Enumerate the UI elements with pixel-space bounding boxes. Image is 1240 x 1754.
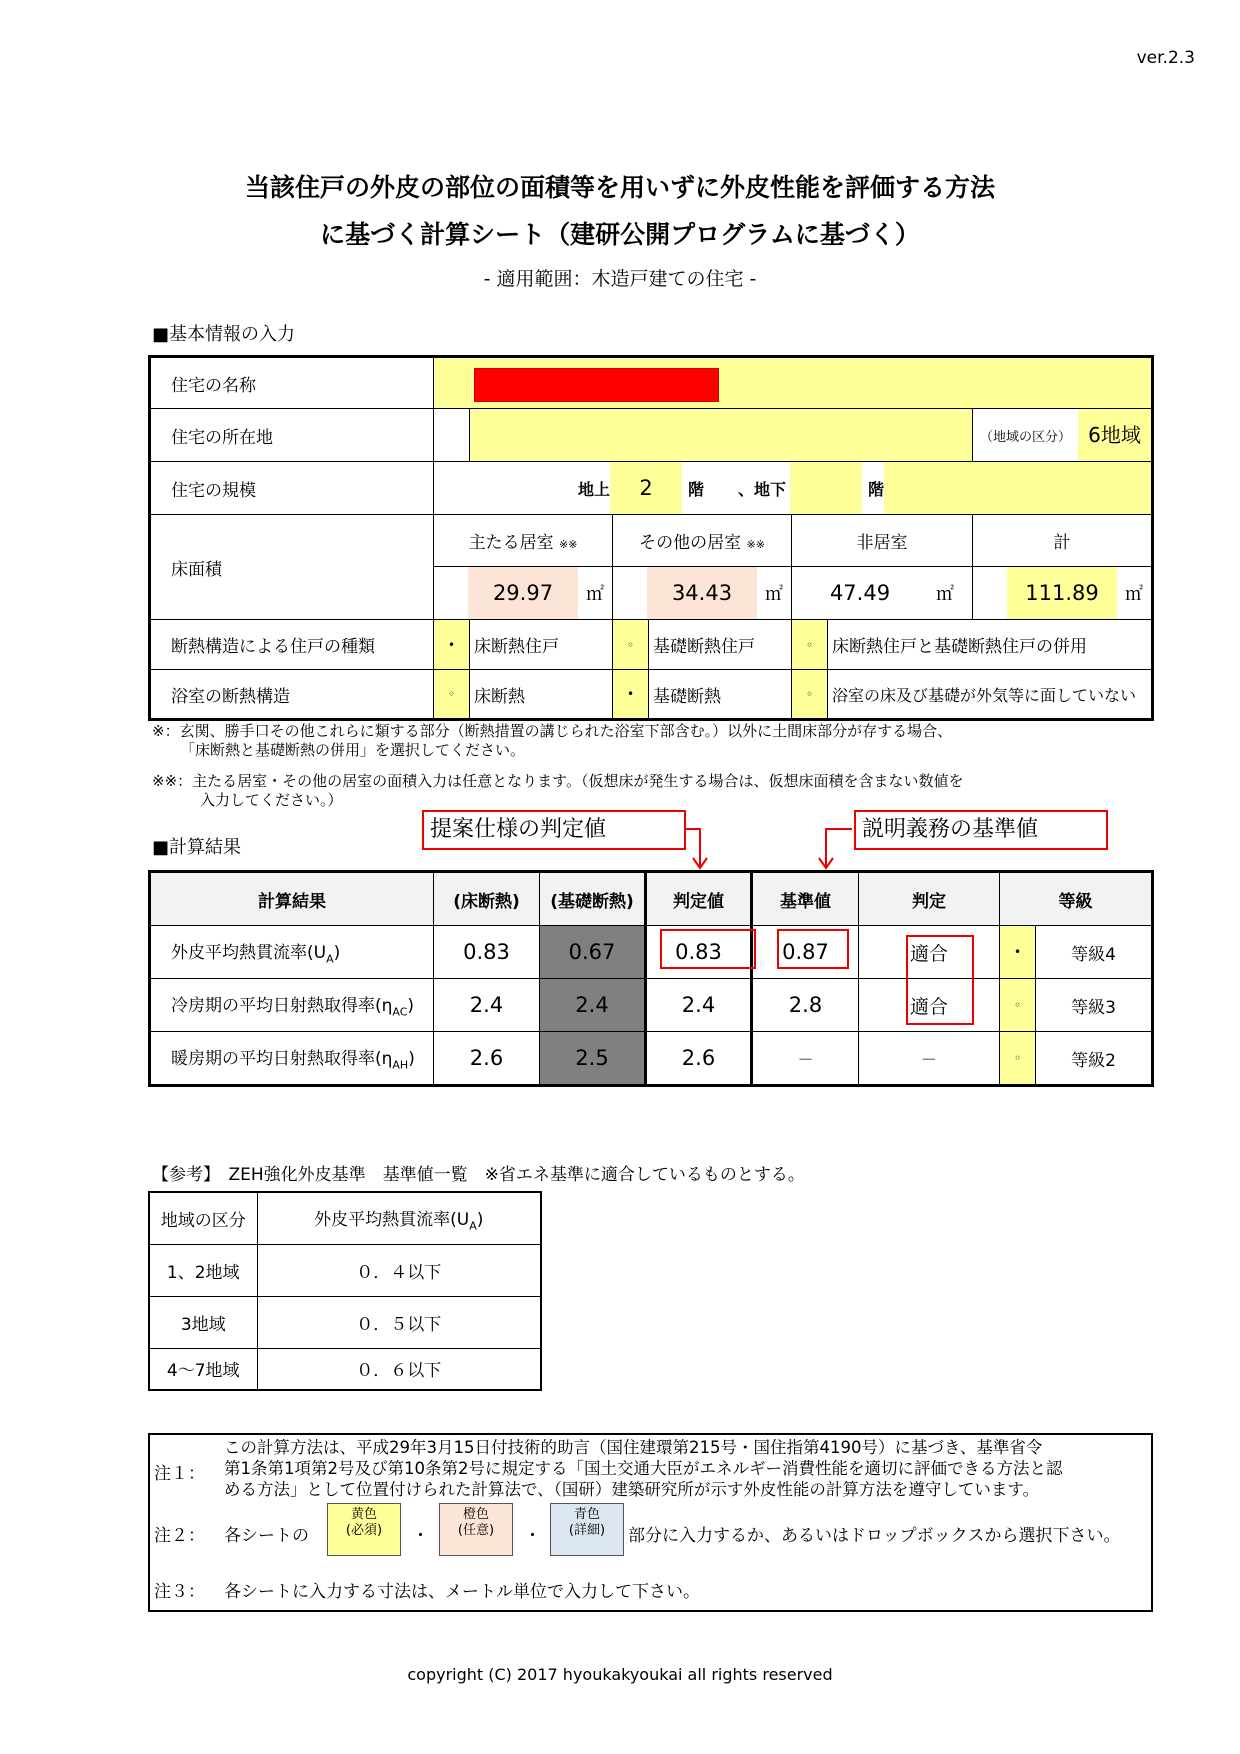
below-ground-label: 、地下 — [738, 479, 787, 499]
subtitle: - 適用範囲：木造戸建ての住宅 - — [483, 268, 757, 290]
arrow-proposal — [684, 829, 700, 866]
highlight-judge-result — [906, 935, 974, 1025]
highlight-judge-value — [660, 929, 756, 969]
result-floor-eta-ah: 2.6 — [434, 1032, 540, 1086]
note3-text: 各シートに入力する寸法は、メートル単位で入力して下さい。 — [224, 1582, 700, 1602]
chip-blue-detail: 青色 (詳細) — [550, 1503, 624, 1556]
results-table — [148, 870, 1154, 1087]
table-row — [150, 1032, 1153, 1086]
insulation-type-label: 断熱構造による住戸の種類 — [150, 620, 434, 670]
note1-label: 注１： — [154, 1464, 205, 1484]
note-1-line-1: ※：玄関、勝手口その他これらに類する部分（断熱措置の講じられた浴室下部含む。）以外に土間床部分が存する場合、 — [152, 722, 953, 740]
reference-region: 1、2地域 — [149, 1244, 257, 1296]
non-room-area-value: 47.49 — [829, 581, 891, 605]
grade-label-4: 等級4 — [1036, 926, 1153, 979]
table-row — [149, 1244, 541, 1296]
results-header-label: 計算結果 — [150, 872, 434, 926]
type-option-1-label: 床断熱住戸 — [470, 620, 613, 670]
other-room-area-input[interactable]: 34.43 — [647, 567, 757, 619]
reference-region: 3地域 — [149, 1296, 257, 1348]
bath-option-1-label: 床断熱 — [470, 670, 613, 720]
title-line-2: に基づく計算シート（建研公開プログラムに基づく） — [320, 220, 920, 249]
area-unit: ㎡ — [936, 584, 954, 605]
section-calc-heading: ■計算結果 — [152, 837, 242, 858]
area-unit: ㎡ — [1125, 584, 1143, 605]
grade-radio-3[interactable]: ◦ — [1000, 979, 1036, 1032]
area-unit: ㎡ — [765, 584, 783, 605]
main-room-area-input[interactable]: 29.97 — [468, 567, 578, 619]
result-label-ua: 外皮平均熱貫流率$(U_A)$ — [150, 926, 434, 979]
grade-radio-2[interactable]: ◦ — [1000, 1032, 1036, 1086]
grade-label-2: 等級2 — [1036, 1032, 1153, 1086]
result-label-eta-ac: 冷房期の平均日射熱取得率$(\eta_{AC})$ — [150, 979, 434, 1032]
name-label: 住宅の名称 — [150, 357, 434, 409]
note2-prefix: 各シートの — [224, 1526, 309, 1546]
version-label: ver.2.3 — [1136, 48, 1195, 68]
grade-radio-4[interactable]: • — [1000, 926, 1036, 979]
result-standard-eta-ac: 2.8 — [752, 979, 859, 1032]
result-standard-eta-ah: － — [752, 1032, 859, 1086]
note-1-line-2: 「床断熱と基礎断熱の併用」を選択してください。 — [180, 741, 526, 759]
floor-unit-above: 階 — [688, 479, 705, 499]
region-label: （地域の区分） — [979, 429, 1071, 445]
grade-label-3: 等級3 — [1036, 979, 1153, 1032]
bath-option-1-radio[interactable]: ◦ — [434, 670, 470, 720]
bath-option-2-label: 基礎断熱 — [649, 670, 792, 720]
result-judge-eta-ac: 適合 — [859, 979, 1000, 1032]
annotation-standard: 説明義務の基準値 — [854, 810, 1108, 850]
result-judge-ua: 適合 — [859, 926, 1000, 979]
type-option-2-label: 基礎断熱住戸 — [649, 620, 792, 670]
result-judge-value-eta-ac: 2.4 — [646, 979, 752, 1032]
floor-area-label: 床面積 — [150, 515, 434, 620]
floor-unit-below: 階 — [868, 479, 885, 499]
reference-value: ０．４以下 — [257, 1244, 541, 1296]
results-header-grade: 等級 — [1000, 872, 1153, 926]
chip-separator: ・ — [412, 1526, 429, 1546]
bath-option-2-radio[interactable]: • — [613, 670, 649, 720]
type-option-1-radio[interactable]: • — [434, 620, 470, 670]
note-2-line-1: ※※：主たる居室・その他の居室の面積入力は任意となります。（仮想床が発生する場合は、仮想床面積を含まない数値を — [152, 772, 964, 790]
bath-option-3-label: 浴室の床及び基礎が外気等に面していない — [828, 670, 1153, 720]
note2-label: 注２： — [154, 1526, 205, 1546]
note2-suffix: 部分に入力するか、あるいはドロップボックスから選択下さい。 — [628, 1526, 1121, 1546]
section-basic-heading: ■基本情報の入力 — [152, 324, 296, 345]
total-area-value: 111.89 — [1007, 567, 1117, 619]
bath-option-3-radio[interactable]: ◦ — [792, 670, 828, 720]
result-base-eta-ac: 2.4 — [540, 979, 646, 1032]
note3-label: 注３： — [154, 1582, 205, 1602]
bath-insulation-label: 浴室の断熱構造 — [150, 670, 434, 720]
result-label-eta-ah: 暖房期の平均日射熱取得率$(\eta_{AH})$ — [150, 1032, 434, 1086]
reference-heading: 【参考】 ZEH強化外皮基準 基準値一覧 ※省エネ基準に適合しているものとする。 — [152, 1165, 805, 1185]
result-base-eta-ah: 2.5 — [540, 1032, 646, 1086]
reference-col-region: 地域の区分 — [149, 1192, 257, 1244]
title-line-1: 当該住戸の外皮の部位の面積等を用いずに外皮性能を評価する方法 — [244, 173, 995, 202]
type-option-3-radio[interactable]: ◦ — [792, 620, 828, 670]
reference-value: ０．５以下 — [257, 1296, 541, 1348]
result-base-ua: 0.67 — [540, 926, 646, 979]
result-judge-value-ua: 0.83 — [646, 926, 752, 979]
note-2-line-2: 入力してください。） — [200, 791, 343, 809]
above-ground-label: 地上 — [577, 479, 610, 499]
non-room-header: 非居室 — [792, 515, 973, 567]
total-header: 計 — [973, 515, 1153, 567]
result-judge-value-eta-ah: 2.6 — [646, 1032, 752, 1086]
results-header-judge: 判定 — [859, 872, 1000, 926]
scale-label: 住宅の規模 — [150, 462, 434, 515]
results-header-floor: (床断熱) — [434, 872, 540, 926]
area-unit: ㎡ — [586, 584, 604, 605]
table-row — [149, 1348, 541, 1390]
reference-col-ua: 外皮平均熱貫流率$(U_A)$ — [257, 1192, 541, 1244]
main-room-header: 主たる居室 ※※ — [434, 515, 613, 567]
type-option-2-radio[interactable]: ◦ — [613, 620, 649, 670]
result-floor-eta-ac: 2.4 — [434, 979, 540, 1032]
result-judge-eta-ah: － — [859, 1032, 1000, 1086]
result-floor-ua: 0.83 — [434, 926, 540, 979]
arrow-standard — [826, 829, 852, 866]
chip-yellow-required: 黄色 (必須) — [327, 1503, 401, 1556]
results-header-standard: 基準値 — [752, 872, 859, 926]
table-row — [150, 926, 1153, 979]
location-label: 住宅の所在地 — [150, 409, 434, 462]
highlight-standard-value — [777, 929, 849, 969]
reference-value: ０．６以下 — [257, 1348, 541, 1390]
copyright: copyright (C) 2017 hyoukakyoukai all rights reserved — [407, 1665, 833, 1684]
annotation-proposal: 提案仕様の判定値 — [422, 810, 686, 850]
chip-orange-optional: 橙色 (任意) — [439, 1503, 513, 1556]
region-select[interactable]: 6地域 — [1078, 409, 1151, 461]
above-ground-input[interactable]: 2 — [610, 462, 682, 514]
results-header-judge-value: 判定値 — [646, 872, 752, 926]
other-room-header: その他の居室 ※※ — [613, 515, 792, 567]
result-standard-ua: 0.87 — [752, 926, 859, 979]
notes-box — [148, 1433, 1153, 1612]
table-row — [150, 979, 1153, 1032]
table-row — [149, 1296, 541, 1348]
reference-region: 4～7地域 — [149, 1348, 257, 1390]
type-option-3-label: 床断熱住戸と基礎断熱住戸の併用 — [828, 620, 1153, 670]
results-header-base: (基礎断熱) — [540, 872, 646, 926]
note1-text: この計算方法は、平成29年3月15日付技術的助言（国住建環第215号・国住指第4190号）に基づき、基準省令 第1条第1項第2号及び第10条第2号に規定する「国土交通大臣がエネルギー消費性能を適切に評価できる方法と認 める方法」として位置付けられた計算法で、（国研）建築研究所が示す外皮性能の計算方法を遵守しています。 — [224, 1438, 1063, 1499]
reference-table — [148, 1191, 542, 1391]
chip-separator: ・ — [524, 1526, 541, 1546]
